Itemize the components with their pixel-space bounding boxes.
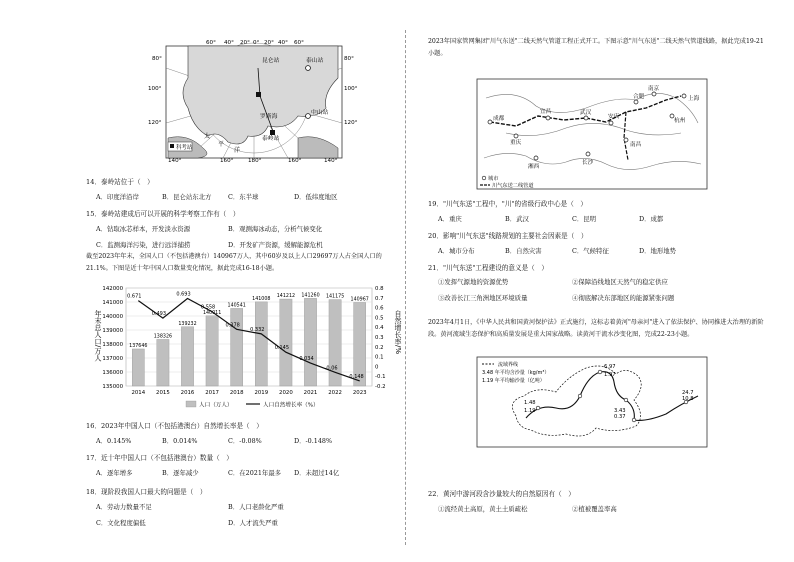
question-15-stem: 15．泰岭站建成后可以开展的科学考察工作有（ ）: [86, 210, 240, 218]
station-value: 3.43: [614, 408, 626, 414]
q14-option-d[interactable]: D．低纬度地区: [294, 193, 338, 201]
legend-boundary-label: 流域界线: [498, 362, 519, 368]
station-value: 1.97: [604, 372, 616, 378]
population-bar: [157, 339, 169, 386]
lat-label: 100°: [344, 86, 358, 92]
bar-value-label: 140011: [202, 310, 222, 316]
city-label: 武汉: [580, 110, 592, 116]
station-value: 6.97: [604, 364, 616, 370]
q19-option-d[interactable]: D．成都: [639, 215, 664, 223]
station-marker: [306, 114, 311, 119]
line-value-label: 0.145: [274, 345, 290, 352]
question-18-stem: 18．现阶段我国人口最大的问题是（ ）: [86, 488, 207, 496]
station-marker: [256, 92, 261, 97]
x-tick-label: 2017: [205, 390, 219, 396]
question-16-stem: 16．2023年中国人口（不包括港澳台）自然增长率是（ ）: [86, 422, 263, 430]
line-value-label: 0.558: [200, 304, 216, 311]
population-bar: [329, 300, 341, 386]
q17-option-a[interactable]: A．逐年增多: [96, 469, 133, 477]
q22-statement-2: ②植被覆盖率高: [572, 505, 617, 513]
legend-city-icon: [482, 176, 486, 180]
pipeline-map: [476, 78, 708, 190]
legend-label: 科考站: [176, 145, 193, 151]
legend-city-label: 城市: [488, 176, 499, 182]
line-value-label: 0.034: [299, 356, 314, 363]
right-tick-label: -0.1: [375, 374, 386, 381]
population-chart: [86, 282, 404, 416]
bar-value-label: 140541: [227, 303, 246, 309]
q16-option-b[interactable]: B．0.014%: [162, 437, 198, 445]
station-label: 泰岭站: [262, 136, 280, 142]
station-value: 1.19: [524, 408, 536, 414]
population-bar: [132, 349, 144, 386]
bar-value-label: 140967: [350, 297, 369, 303]
x-tick-label: 2021: [303, 390, 318, 396]
line-value-label: 0.693: [176, 291, 191, 298]
lat-label: 180°: [248, 158, 262, 164]
x-tick-label: 2023: [352, 390, 367, 396]
station-label: 昆仑站: [262, 58, 280, 64]
q19-option-c[interactable]: C．昆明: [572, 215, 597, 223]
right-tick-label: 0.7: [375, 295, 384, 302]
q17-option-b[interactable]: B．逐年减少: [162, 469, 199, 477]
population-bar: [255, 302, 267, 386]
passage-16-18: 截至2023年年末，全国人口（不包括港澳台）140967万人，其中60岁及以上人口29697万人占全国人口的21.1%。下图是近十年中国人口数量变化情况，据此完成16-18小题。: [86, 253, 382, 272]
q19-option-b[interactable]: B．武汉: [505, 215, 529, 223]
q14-option-b[interactable]: B．昆仑站东北方: [162, 193, 212, 201]
population-bar: [181, 327, 193, 386]
legend-sediment-label: 3.48 年平均含沙量（kg/m³）: [482, 370, 550, 376]
yellow-river-map: [476, 356, 708, 448]
q20-option-a[interactable]: A．城市分布: [438, 247, 475, 255]
lon-label: 60°: [206, 40, 216, 46]
left-tick-label: 135000: [102, 384, 123, 390]
line-value-label: -0.148: [347, 373, 364, 380]
place-label: 太: [204, 133, 211, 140]
q22-statement-1: ①流经黄土高原，黄土土质疏松: [438, 505, 528, 513]
x-tick-label: 2014: [131, 390, 146, 396]
q17-option-d[interactable]: D．未超过14亿: [294, 469, 340, 477]
question-22-stem: 22．黄河中游河段含沙量较大的自然原因有（ ）: [428, 490, 575, 498]
question-21-stem: 21．"川气东送"工程建设的意义是（ ）: [428, 264, 548, 272]
lat-label: 140°: [168, 158, 182, 164]
lat-label: 140°: [324, 158, 338, 164]
bar-value-label: 139232: [178, 321, 197, 327]
city-label: 长沙: [582, 160, 594, 166]
question-19-stem: 19．"川气东送"工程中，"川"的省级行政中心是（ ）: [428, 200, 587, 208]
population-bar: [280, 299, 292, 386]
q15-option-a[interactable]: A．钻取冰芯样本，开发淡水资源: [96, 225, 191, 233]
bar-value-label: 137646: [129, 343, 148, 349]
station-value: 24.7: [682, 390, 694, 396]
lat-label: 80°: [152, 56, 162, 62]
legend-pipeline-label: 川气东送二线管道: [492, 183, 534, 189]
passage-22-23: 2023年4月1日，《中华人民共和国黄河保护法》正式施行，这标志着黄河"母亲河"进入了依法保护、协同推进大治理的新阶段。黄河流域生态保护和高质量发展是重大国家战略。读黄河干流水沙变化图，完成22-23小题。: [428, 319, 764, 338]
place-label: 平: [218, 141, 225, 148]
q15-option-d[interactable]: D．开发矿产资源，缓解能源危机: [228, 241, 323, 249]
station-value: 0.37: [614, 414, 626, 420]
x-tick-label: 2016: [180, 390, 195, 396]
bar-value-label: 141175: [325, 294, 345, 300]
question-20-stem: 20．影响"川气东送"线路规划的主要社会因素是（ ）: [428, 232, 588, 240]
right-tick-label: 0.6: [375, 305, 384, 312]
right-tick-label: 0.5: [375, 315, 384, 322]
lat-label: 160°: [288, 158, 302, 164]
city-label: 上海: [688, 96, 700, 102]
question-17-stem: 17．近十年中国人口（不包括港澳台）数量（ ）: [86, 454, 233, 462]
place-label: 洋: [234, 147, 241, 154]
bar-value-label: 138326: [153, 334, 173, 340]
left-tick-label: 138000: [102, 342, 123, 348]
lat-label: 120°: [344, 120, 358, 126]
q14-option-c[interactable]: C．东半球: [228, 193, 259, 201]
x-tick-label: 2020: [279, 390, 293, 396]
right-tick-label: 0.8: [375, 286, 384, 292]
line-value-label: -0.06: [324, 365, 338, 372]
left-tick-label: 137000: [102, 356, 123, 362]
q15-option-c[interactable]: C．监测海洋污染，进行远洋捕捞: [96, 241, 191, 249]
city-label: 南昌: [630, 142, 642, 148]
q21-statement-2: ②保障沿线地区天然气的稳定供应: [572, 278, 668, 286]
q14-option-a[interactable]: A．印度洋沿岸: [96, 193, 139, 201]
station-marker: [270, 130, 275, 135]
bar-value-label: 141212: [276, 294, 296, 300]
q16-option-d[interactable]: D．-0.148%: [294, 437, 333, 445]
legend-line-label: 人口自然增长率（%）: [263, 402, 319, 409]
place-label: 罗斯海: [260, 114, 278, 120]
bar-value-label: 141260: [301, 293, 320, 299]
q19-option-a[interactable]: A．重庆: [438, 215, 462, 223]
passage-19-21: 2023年国家管网集团"川气东送"二线天然气管道工程正式开工。下图示意"川气东送"二线天然气管道线路，据此完成19-21小题。: [428, 38, 764, 57]
legend-bar-label: 人口（万人）: [199, 402, 233, 409]
lat-label: 120°: [148, 120, 162, 126]
x-tick-label: 2015: [156, 390, 170, 396]
legend-station-icon: [170, 144, 174, 148]
lon-label: 60°: [294, 40, 304, 46]
lon-label: 20°: [240, 40, 250, 46]
q17-option-c[interactable]: C．在2021年最多: [228, 469, 282, 477]
station-value: 1.48: [524, 400, 536, 406]
line-value-label: 0.671: [127, 293, 142, 300]
left-tick-label: 139000: [102, 328, 123, 334]
right-tick-label: 0.3: [375, 335, 384, 341]
line-value-label: 0.493: [151, 311, 167, 318]
station-value: 10.8: [682, 396, 694, 402]
city-label: 合肥: [633, 94, 645, 100]
station-marker: [306, 66, 311, 71]
q18-option-a[interactable]: A．劳动力数量不足: [96, 503, 152, 511]
q20-option-b[interactable]: B．自然灾害: [505, 247, 542, 255]
question-14-stem: 14．泰岭站位于（ ）: [86, 178, 154, 186]
left-axis-title: 年末总人口/万人: [94, 310, 102, 362]
right-tick-label: 0: [375, 364, 379, 371]
station-label: 中山站: [311, 110, 329, 116]
right-tick-label: 0.1: [375, 354, 384, 361]
q18-option-c[interactable]: C．文化程度偏低: [96, 519, 146, 527]
lon-label: 20°: [264, 40, 274, 46]
legend-transport-label: 1.19 年平均输沙量（亿吨）: [482, 378, 545, 384]
q16-option-c[interactable]: C．-0.08%: [228, 437, 262, 445]
right-tick-label: -0.2: [375, 384, 386, 390]
city-label: 杭州: [674, 118, 686, 124]
q15-option-b[interactable]: B．观测海冰动态，分析气候变化: [228, 225, 323, 233]
x-tick-label: 2018: [229, 390, 244, 396]
lon-label: 40°: [224, 40, 234, 46]
lat-label: 80°: [344, 56, 354, 62]
q20-option-c[interactable]: C．气候特征: [572, 247, 609, 255]
q21-statement-3: ③改善长江三角洲地区环境质量: [438, 294, 528, 302]
left-tick-label: 141000: [102, 300, 123, 306]
left-tick-label: 140000: [102, 314, 123, 320]
population-bar: [206, 316, 218, 386]
lat-label: 100°: [148, 86, 162, 92]
q18-option-b[interactable]: B．人口老龄化严重: [228, 503, 284, 511]
bar-value-label: 141008: [252, 296, 271, 302]
lon-label: 0°: [253, 40, 260, 46]
q21-statement-4: ④彻底解决东部地区的能源紧张问题: [572, 294, 675, 302]
city-label: 重庆: [510, 140, 522, 146]
antarctic-map: [148, 38, 358, 164]
city-label: 宜昌: [540, 109, 552, 115]
station-label: 泰山站: [306, 58, 324, 64]
lat-label: 160°: [220, 158, 234, 164]
city-label: 湘西: [528, 164, 540, 170]
left-tick-label: 142000: [102, 286, 123, 292]
right-tick-label: 0.2: [375, 344, 384, 351]
lon-label: 40°: [278, 40, 288, 46]
x-tick-label: 2022: [328, 390, 342, 396]
x-tick-label: 2019: [254, 390, 269, 396]
right-tick-label: 0.4: [375, 325, 384, 332]
city-label: 安庆: [608, 114, 620, 120]
left-tick-label: 136000: [102, 370, 123, 376]
city-label: 南京: [648, 86, 660, 92]
population-bar: [304, 298, 316, 386]
population-bar: [231, 308, 243, 386]
q21-statement-1: ①发挥气源地的资源优势: [438, 278, 509, 286]
line-value-label: 0.332: [250, 326, 265, 333]
legend-bar-swatch: [186, 401, 196, 407]
right-axis-title: 自然增长率/%: [394, 310, 402, 355]
line-value-label: 0.378: [225, 322, 240, 329]
q16-option-a[interactable]: A．0.145%: [96, 437, 132, 445]
column-divider: [405, 30, 406, 545]
q20-option-d[interactable]: D．地形地势: [639, 247, 677, 255]
q18-option-d[interactable]: D．人才流失严重: [228, 519, 278, 527]
city-label: 成都: [493, 116, 505, 122]
